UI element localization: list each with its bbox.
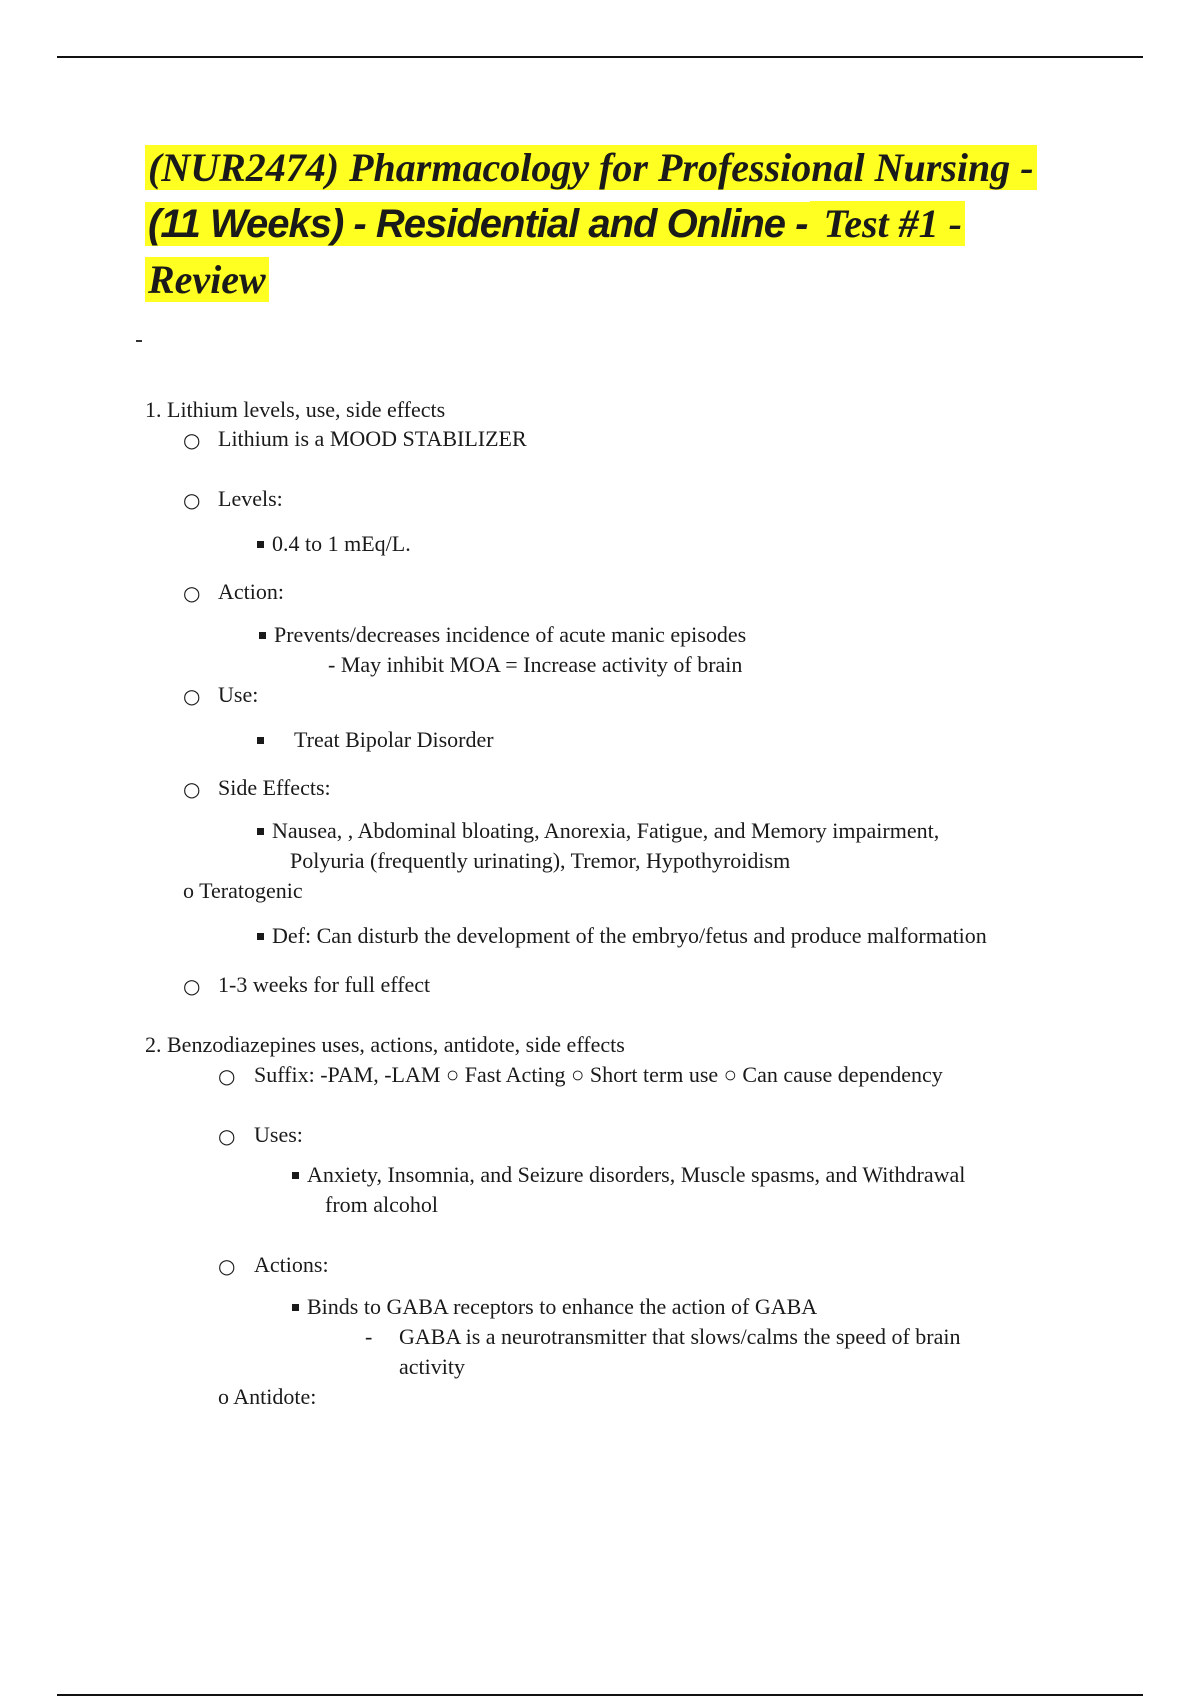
circle-bullet-icon: ○: [183, 974, 201, 998]
antidote-label: o Antidote:: [218, 1384, 317, 1409]
circle-bullet-icon: ○: [218, 1254, 236, 1278]
square-bullet-icon: [257, 933, 264, 940]
use-label: Use:: [218, 682, 259, 707]
uses-label: Uses:: [254, 1122, 303, 1147]
circle-bullet-icon: ○: [183, 581, 201, 605]
circle-bullet-icon: ○: [183, 428, 201, 452]
title-line-2-tail: Test #1 -: [810, 201, 965, 246]
top-rule: [57, 56, 1143, 58]
square-bullet-icon: [257, 828, 264, 835]
section-2-heading: 2. Benzodiazepines uses, actions, antidote, side effects: [145, 1032, 625, 1057]
title-line-1: (NUR2474) Pharmacology for Professional Nursing -: [145, 145, 1037, 190]
square-bullet-icon: [257, 541, 264, 548]
uses-line-1: Anxiety, Insomnia, and Seizure disorders, Muscle spasms, and Withdrawal: [307, 1162, 966, 1187]
square-bullet-icon: [292, 1304, 299, 1311]
levels-value: 0.4 to 1 mEq/L.: [272, 531, 411, 556]
circle-bullet-icon: ○: [218, 1064, 236, 1088]
teratogenic-label: o Teratogenic: [183, 878, 303, 903]
action-value: Prevents/decreases incidence of acute manic episodes: [274, 622, 747, 647]
side-effects-line-2: Polyuria (frequently urinating), Tremor, Hypothyroidism: [290, 848, 791, 873]
circle-bullet-icon: ○: [183, 777, 201, 801]
square-bullet-icon: [292, 1172, 299, 1179]
title-line-3: Review: [145, 257, 269, 302]
actions-value: Binds to GABA receptors to enhance the action of GABA: [307, 1294, 818, 1319]
square-bullet-icon: [257, 737, 264, 744]
side-effects-line-1: Nausea, , Abdominal bloating, Anorexia, Fatigue, and Memory impairment,: [272, 818, 940, 843]
circle-bullet-icon: ○: [183, 684, 201, 708]
action-label: Action:: [218, 579, 284, 604]
weeks-for-effect: 1-3 weeks for full effect: [218, 972, 431, 997]
suffix-line: Suffix: -PAM, -LAM ○ Fast Acting ○ Short term use ○ Can cause dependency: [254, 1062, 943, 1087]
lithium-mood-stabilizer: Lithium is a MOOD STABILIZER: [218, 426, 527, 451]
stray-dash: [136, 340, 142, 342]
action-sub: - May inhibit MOA = Increase activity of brain: [328, 652, 743, 677]
actions-label: Actions:: [254, 1252, 329, 1277]
section-1-heading: 1. Lithium levels, use, side effects: [145, 397, 446, 422]
title-line-2-sans: (11 Weeks) - Residential and Online -: [145, 202, 810, 246]
bottom-rule: [57, 1694, 1143, 1696]
uses-line-2: from alcohol: [325, 1192, 439, 1217]
side-effects-label: Side Effects:: [218, 775, 331, 800]
page-title: [145, 140, 1075, 308]
circle-bullet-icon: ○: [218, 1124, 236, 1148]
gaba-line-1: GABA is a neurotransmitter that slows/calms the speed of brain: [399, 1324, 961, 1349]
gaba-line-2: activity: [399, 1354, 465, 1379]
square-bullet-icon: [259, 632, 266, 639]
teratogenic-definition: Def: Can disturb the development of the embryo/fetus and produce malformation: [272, 923, 987, 948]
circle-bullet-icon: ○: [183, 488, 201, 512]
levels-label: Levels:: [218, 486, 283, 511]
use-value: Treat Bipolar Disorder: [294, 727, 494, 752]
gaba-dash: -: [365, 1324, 373, 1349]
